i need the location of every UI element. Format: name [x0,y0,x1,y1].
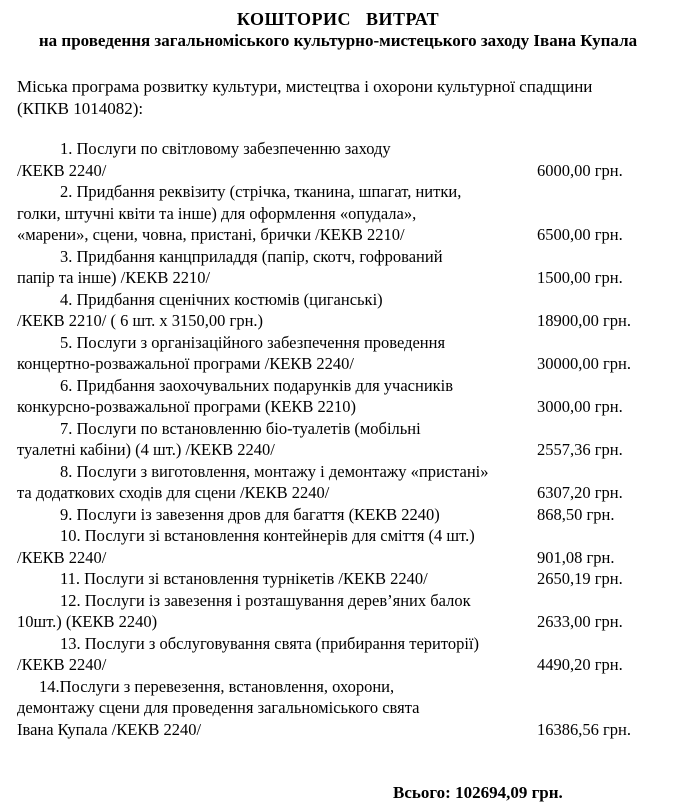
expense-item [17,461,667,504]
expense-item-text: 10шт.) (КЕКВ 2240) [17,612,158,631]
expense-item-text: туалетні кабіни) (4 шт.) /КЕКВ 2240/ [17,440,275,459]
expense-item-amount: 901,08 грн. [537,547,615,567]
expense-item-title [17,138,667,160]
expense-item-continuation [17,310,667,332]
expense-item-amount: 868,50 грн. [537,504,615,524]
expense-item-continuation [17,267,667,289]
expense-item-text: та додаткових сходів для сцени /КЕКВ 2240/ [17,483,330,502]
expense-item-amount: 6307,20 грн. [537,483,623,502]
expense-item-title [17,461,667,483]
expense-item-text: конкурсно-розважальної програми (КЕКВ 2210) [17,397,357,416]
expense-item-title [17,568,667,590]
expense-item-amount: 2557,36 грн. [537,440,623,459]
expense-item-amount: 18900,00 грн. [537,311,631,330]
expense-item-title [17,525,667,547]
expense-item-text: 13. Послуги з обслуговування свята (прибирання території) [60,633,480,653]
expense-item-amount: 3000,00 грн. [537,397,623,416]
expense-item [17,138,667,181]
expense-item-continuation [17,611,667,633]
expense-item [17,181,667,246]
expense-item-text: Івана Купала /КЕКВ 2240/ [17,719,202,739]
document-title: КОШТОРИС ВИТРАТ [236,9,440,29]
expense-item-continuation [17,203,667,225]
expense-item-amount: 2650,19 грн. [537,569,623,588]
expense-item-text: 2. Придбання реквізиту (стрічка, тканина, шпагат, нитки, [60,182,462,201]
expense-item-text: 12. Послуги із завезення і розташування дерев’яних балок [60,590,471,610]
expense-item [17,633,667,676]
expense-item-text: 9. Послуги із завезення дров для багаття (КЕКВ 2240) [60,504,440,524]
expense-item-amount: 2633,00 грн. [537,612,623,631]
expense-item-text: 11. Послуги зі встановлення турнікетів /КЕКВ 2240/ [60,569,428,588]
expense-item [17,375,667,418]
expense-item-text: 1. Послуги по світловому забезпеченню заходу [60,139,391,158]
expense-item-text: концертно-розважальної програми /КЕКВ 2240/ [17,354,355,373]
expense-item-text: 3. Придбання канцприладдя (папір, скотч, гофрований [60,246,443,266]
expense-item-title [17,676,667,698]
expense-item-text: папір та інше) /КЕКВ 2210/ [17,268,211,287]
expense-item [17,246,667,289]
document-subtitle: на проведення загальноміського культурно-мистецького заходу Івана Купала [38,31,638,50]
expense-item-continuation [17,396,667,418]
expense-item-continuation [17,697,667,719]
expense-item-continuation [17,353,667,375]
expense-item [17,332,667,375]
expense-item [17,418,667,461]
expense-item-text: /КЕКВ 2240/ [17,160,107,180]
expense-item-title [17,590,667,612]
expense-item-text: /КЕКВ 2240/ [17,655,107,674]
program-description [17,76,667,120]
expense-item [17,568,667,590]
expense-item-continuation [17,482,667,504]
expense-item [17,525,667,568]
expense-item [17,676,667,741]
expense-item-text: 6. Придбання заохочувальних подарунків для учасників [60,375,454,395]
expense-item [17,289,667,332]
expense-item-text: 7. Послуги по встановленню біо-туалетів (мобільні [60,418,421,438]
expense-item-continuation [17,439,667,461]
total-amount: Всього: 102694,09 грн. [393,783,563,802]
expense-item-continuation [17,547,667,569]
expense-item-continuation [17,654,667,676]
expense-item-text: 14.Послуги з перевезення, встановлення, охорони, [39,676,395,696]
expense-item-text: голки, штучні квіти та інше) для оформлення «опудала», [17,203,417,223]
expense-item-amount: 6500,00 грн. [537,225,623,244]
expense-item-text: 10. Послуги зі встановлення контейнерів для сміття (4 шт.) [60,526,475,545]
expense-item-title [17,375,667,397]
expense-item-title [17,181,667,203]
expense-item-text: /КЕКВ 2240/ [17,547,107,567]
expense-item-amount: 4490,20 грн. [537,655,623,674]
program-line-1: Міська програма розвитку культури, мистецтва і охорони культурної спадщини [17,77,593,96]
expense-item-text: «марени», сцени, човна, пристані, брички /КЕКВ 2210/ [17,225,405,244]
expense-item-amount: 6000,00 грн. [537,160,623,180]
expense-item-text: 8. Послуги з виготовлення, монтажу і демонтажу «пристані» [60,461,489,481]
expense-item-title [17,246,667,268]
expense-item [17,504,667,526]
expense-item-text: /КЕКВ 2210/ ( 6 шт. х 3150,00 грн.) [17,311,264,330]
expense-item-text: 4. Придбання сценічних костюмів (циганські) [60,289,383,309]
expense-item-continuation [17,224,667,246]
expense-item-amount: 1500,00 грн. [537,268,623,287]
expense-item-amount: 16386,56 грн. [537,719,631,739]
expense-item-continuation [17,719,667,741]
expense-item-title [17,332,667,354]
expense-item [17,590,667,633]
expense-item-title [17,633,667,655]
expense-item-continuation [17,160,667,182]
expense-item-text: 5. Послуги з організаційного забезпечення проведення [60,332,446,352]
expense-item-title [17,504,667,526]
expense-item-title [17,418,667,440]
expense-item-amount: 30000,00 грн. [537,354,631,373]
program-line-2: (КПКВ 1014082): [17,99,144,118]
expense-item-text: демонтажу сцени для проведення загальноміського свята [17,698,420,717]
expense-item-title [17,289,667,311]
expense-items-list [17,138,667,740]
